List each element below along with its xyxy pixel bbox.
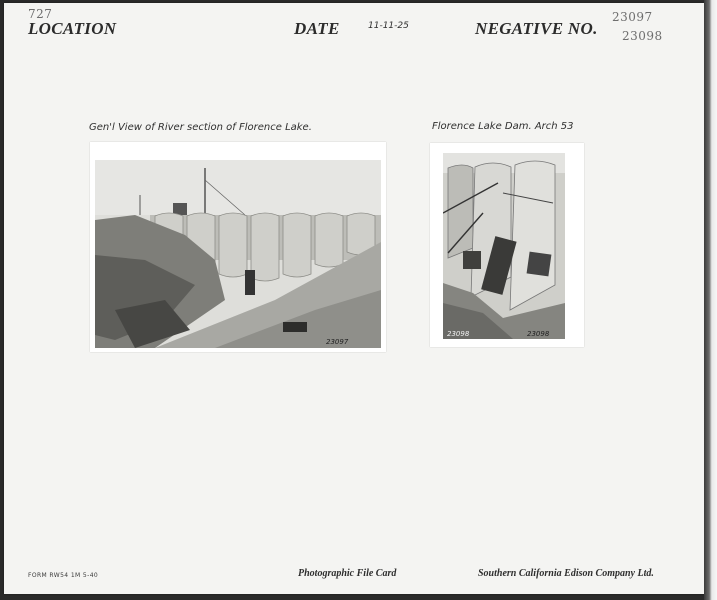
photo-1-caption: Gen'l View of River section of Florence Lake. xyxy=(89,122,312,133)
photo-2-arch-53 xyxy=(443,153,565,339)
negative-number-1: 23097 xyxy=(612,10,653,24)
date-label: DATE xyxy=(294,19,340,38)
file-number-stamp: 727 xyxy=(28,7,53,21)
photo-1-river-section-view xyxy=(95,160,381,348)
scan-edge xyxy=(704,0,717,600)
card-title: Photographic File Card xyxy=(298,568,397,579)
company-name: Southern California Edison Company Ltd. xyxy=(478,568,654,579)
form-code: FORM RW54 1M 5-40 xyxy=(28,572,99,579)
negative-number-label: NEGATIVE NO. xyxy=(475,19,598,38)
photo-2-caption: Florence Lake Dam. Arch 53 xyxy=(432,121,574,132)
negative-number-2: 23098 xyxy=(622,29,663,43)
photo-1-negative-mark: 23097 xyxy=(326,338,349,346)
photo-2-image xyxy=(443,153,565,339)
date-value: 11-11-25 xyxy=(368,21,409,31)
photo-1-image xyxy=(95,160,381,348)
photo-2-negative-mark-on-image: 23098 xyxy=(447,330,470,338)
location-label: LOCATION xyxy=(28,19,117,38)
photo-2-negative-mark: 23098 xyxy=(527,330,550,338)
